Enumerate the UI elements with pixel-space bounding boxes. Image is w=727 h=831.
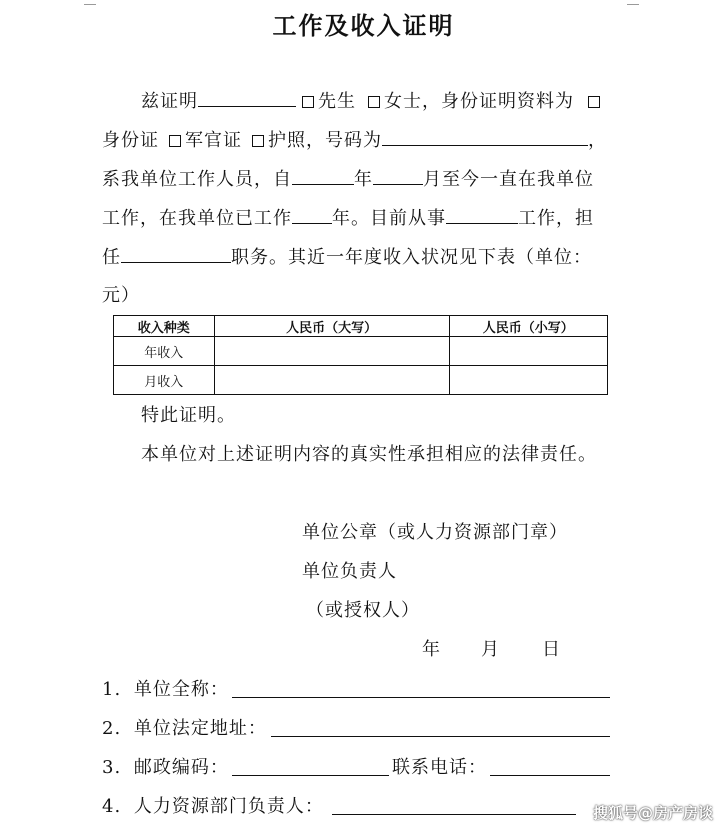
text-month-until-now: 月至今一直在我单位 [423, 169, 594, 190]
text-employee-since: 系我单位工作人员，自 [102, 169, 292, 190]
checkbox-mr[interactable] [302, 96, 314, 108]
position-blank[interactable] [121, 245, 231, 263]
id-number-blank[interactable] [382, 128, 588, 146]
label-passport-number: 护照，号码为 [268, 130, 382, 151]
liability-statement: 本单位对上述证明内容的真实性承担相应的法律责任。 [141, 444, 597, 465]
postal-code-line[interactable] [232, 775, 389, 776]
start-year-blank[interactable] [292, 167, 354, 185]
field-label: 邮政编码： [133, 757, 229, 778]
start-month-blank[interactable] [373, 167, 423, 185]
monthly-income-lowercase-cell[interactable] [449, 366, 607, 395]
field-number: 2. [102, 718, 122, 739]
text-comma: ， [588, 130, 607, 151]
field-legal-address [102, 717, 267, 741]
para-line-2 [102, 128, 607, 153]
authorized-person-label: （或授权人） [306, 600, 420, 621]
name-blank[interactable] [198, 89, 296, 107]
table-row [114, 366, 608, 395]
header-rmb-uppercase: 人民币（大写） [214, 316, 449, 337]
label-id-card: 身份证 [102, 130, 159, 151]
monthly-income-uppercase-cell[interactable] [214, 366, 449, 395]
table-row [114, 337, 608, 366]
date-year: 年 [422, 639, 441, 660]
field-label: 单位法定地址： [133, 718, 267, 739]
checkbox-passport[interactable] [252, 135, 264, 147]
label-mr: 先生 [318, 91, 356, 112]
field-unit-name [102, 678, 229, 702]
date-month: 月 [481, 639, 500, 660]
para-line-1 [141, 89, 604, 114]
work-type-blank[interactable] [446, 206, 518, 224]
text-years-engaged: 年。目前从事 [332, 208, 446, 229]
annual-income-lowercase-cell[interactable] [449, 337, 607, 366]
field-postal-code [102, 756, 229, 780]
document-title: 工作及收入证明 [272, 12, 455, 40]
text-work-hold: 工作，担 [518, 208, 594, 229]
text-certify: 兹证明 [141, 91, 198, 112]
field-number: 4. [102, 796, 122, 817]
annual-income-uppercase-cell[interactable] [214, 337, 449, 366]
unit-seal-label: 单位公章（或人力资源部门章） [302, 522, 568, 543]
field-hr-head [102, 795, 324, 819]
para-line-4 [102, 206, 594, 231]
unit-name-line[interactable] [232, 697, 610, 698]
row-label-annual-income: 年收入 [114, 337, 215, 366]
field-number: 1. [102, 679, 122, 700]
page-corner-mark-left [84, 0, 96, 5]
field-phone-label: 联系电话： [392, 757, 487, 778]
label-ms-id-info: 女士，身份证明资料为 [384, 91, 574, 112]
checkbox-ms[interactable] [368, 96, 380, 108]
text-year: 年 [354, 169, 373, 190]
legal-address-line[interactable] [271, 736, 610, 737]
watermark: 搜狐号@房产房谈 [592, 804, 713, 822]
page-corner-mark-right [627, 0, 639, 5]
para-line-3 [102, 167, 594, 192]
checkbox-id-card[interactable] [588, 96, 600, 108]
date-day: 日 [542, 639, 561, 660]
label-military-id: 军官证 [185, 130, 242, 151]
years-worked-blank[interactable] [292, 206, 332, 224]
header-income-type: 收入种类 [114, 316, 215, 337]
unit-head-label: 单位负责人 [302, 561, 397, 582]
field-label: 人力资源部门负责人： [133, 796, 324, 817]
para-line-6: 元） [102, 285, 140, 306]
special-certification: 特此证明。 [141, 405, 236, 426]
para-line-5 [102, 245, 592, 270]
field-number: 3. [102, 757, 122, 778]
income-table [113, 315, 608, 395]
header-rmb-lowercase: 人民币（小写） [449, 316, 607, 337]
field-label: 单位全称： [133, 679, 229, 700]
phone-line[interactable] [490, 775, 610, 776]
checkbox-military-id[interactable] [169, 135, 181, 147]
hr-head-line[interactable] [332, 814, 576, 815]
text-ren: 任 [102, 247, 121, 268]
text-position-income: 职务。其近一年度收入状况见下表（单位： [231, 247, 592, 268]
text-worked: 工作，在我单位已工作 [102, 208, 292, 229]
row-label-monthly-income: 月收入 [114, 366, 215, 395]
table-header-row [114, 316, 608, 337]
